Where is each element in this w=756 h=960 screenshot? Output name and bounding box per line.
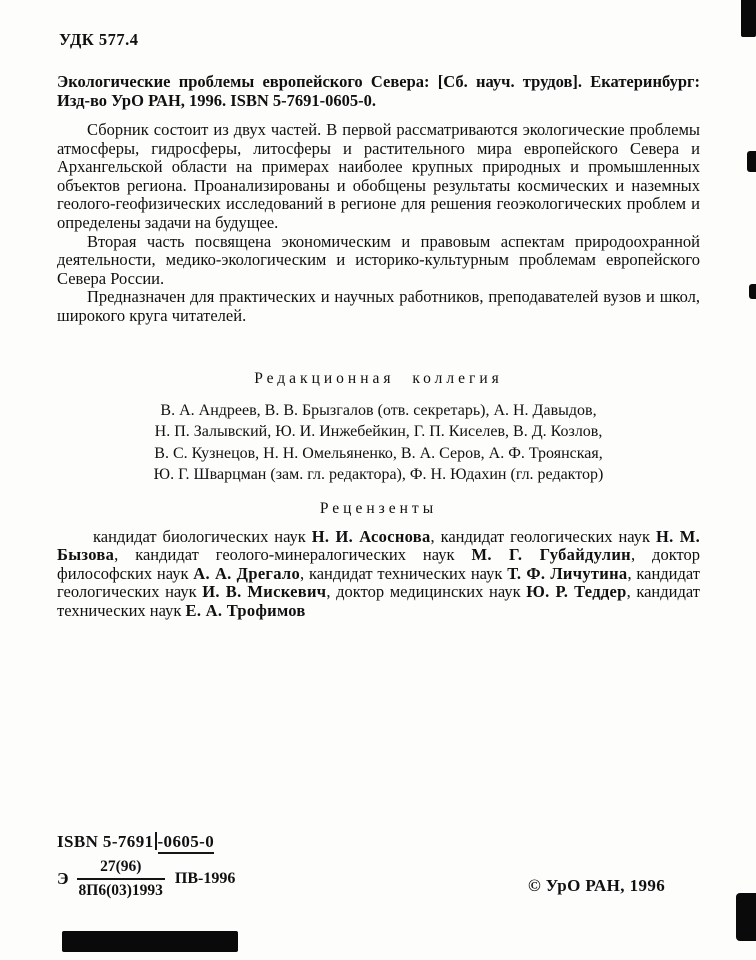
code-denominator: 8П6(03)1993 — [77, 878, 165, 900]
bib-imprint-info: [Сб. науч. трудов]. Екатеринбург: Изд-во УрО РАН, 1996. ISBN 5-7691-0605-0. — [57, 72, 700, 110]
editorial-board-line: Н. П. Залывский, Ю. И. Инжебейкин, Г. П. Киселев, В. Д. Козлов, — [154, 423, 603, 441]
isbn-prefix: ISBN 5-7691 — [57, 832, 154, 851]
scan-artifact-bottom-bar — [62, 931, 238, 952]
reviewer-name: Е. А. Трофимов — [185, 600, 306, 620]
reviewer-text: кандидат биологических наук — [93, 526, 312, 546]
annotation-paragraph-3: Предназначен для практических и научных работников, преподавателей вузов и школ, широкого круга читателей. — [57, 287, 700, 325]
scan-artifact-right-edge-2 — [749, 284, 756, 299]
scan-artifact-top-right — [741, 0, 756, 37]
udk-code: УДК 577.4 — [59, 30, 139, 49]
reviewer-text: , доктор философских наук — [57, 545, 700, 583]
scan-artifact-bottom-right — [736, 893, 756, 941]
pen-stroke-mark — [155, 832, 157, 850]
isbn-line — [57, 832, 214, 852]
scan-artifact-right-edge-1 — [747, 151, 756, 172]
code-fraction — [77, 858, 165, 900]
code-numerator: 27(96) — [100, 858, 142, 875]
annotation-paragraph-1: Сборник состоит из двух частей. В первой рассматриваются экологические проблемы атмосферы, гидросферы, литосферы и растительного мира европейского Севера и Архангельской области на примерах наиболее крупных природных и промышленных объектов региона. Проанализированы и обобщены результаты космических и наземных геолого-геофизических исследований в регионе для решения геоэкологических проблем и определены задачи на будущее. — [57, 120, 700, 232]
bib-title: Экологические проблемы европейского Севера: — [57, 72, 430, 91]
reviewer-text: , кандидат геологических наук — [57, 563, 701, 602]
editorial-board-line: Ю. Г. Шварцман (зам. гл. редактора), Ф. Н. Юдахин (гл. редактор) — [153, 466, 604, 484]
reviewer-text: , кандидат геолого-минералогических наук — [114, 545, 472, 565]
editorial-board-line: В. А. Андреев, В. В. Брызгалов (отв. секретарь), А. Н. Давыдов, — [160, 401, 597, 419]
reviewers-heading: Рецензенты — [319, 499, 438, 517]
code-letter: Э — [57, 869, 69, 888]
code-pv-number: ПВ-1996 — [174, 870, 236, 887]
editorial-board-heading: Редакционная коллегия — [254, 369, 503, 387]
annotation-paragraph-2: Вторая часть посвящена экономическим и правовым аспектам природоохранной деятельности, медико-экологическим и историко-культурным проблемам европейского Севера России. — [57, 231, 700, 288]
reviewer-text: , кандидат технических наук — [57, 582, 700, 620]
editorial-board-line: В. С. Кузнецов, Н. Н. Омельяненко, В. А. Серов, А. Ф. Троянская, — [154, 444, 603, 462]
classification-code — [57, 858, 235, 900]
reviewer-name: Н. И. Асоснова — [311, 526, 431, 546]
reviewer-text: , кандидат геологических наук — [430, 526, 656, 546]
reviewer-text: , кандидат технических наук — [300, 563, 508, 583]
reviewer-name: Т. Ф. Личутина — [507, 563, 628, 583]
isbn-suffix-underlined: -0605-0 — [158, 832, 215, 854]
reviewer-name: И. В. Мискевич — [202, 582, 327, 602]
reviewer-name: Ю. Р. Теддер — [526, 582, 627, 602]
reviewers-paragraph — [57, 528, 700, 621]
text-column — [57, 30, 700, 621]
reviewer-name: Н. М. Бызова — [57, 526, 700, 565]
reviewer-name: А. А. Дрегало — [193, 563, 301, 583]
reviewer-name: М. Г. Губайдулин — [471, 545, 631, 565]
editorial-board-list — [57, 400, 700, 486]
copyright-notice: © УрО РАН, 1996 — [528, 876, 666, 895]
bibliographic-entry — [57, 72, 700, 110]
reviewer-text: , доктор медицинских наук — [326, 582, 527, 602]
